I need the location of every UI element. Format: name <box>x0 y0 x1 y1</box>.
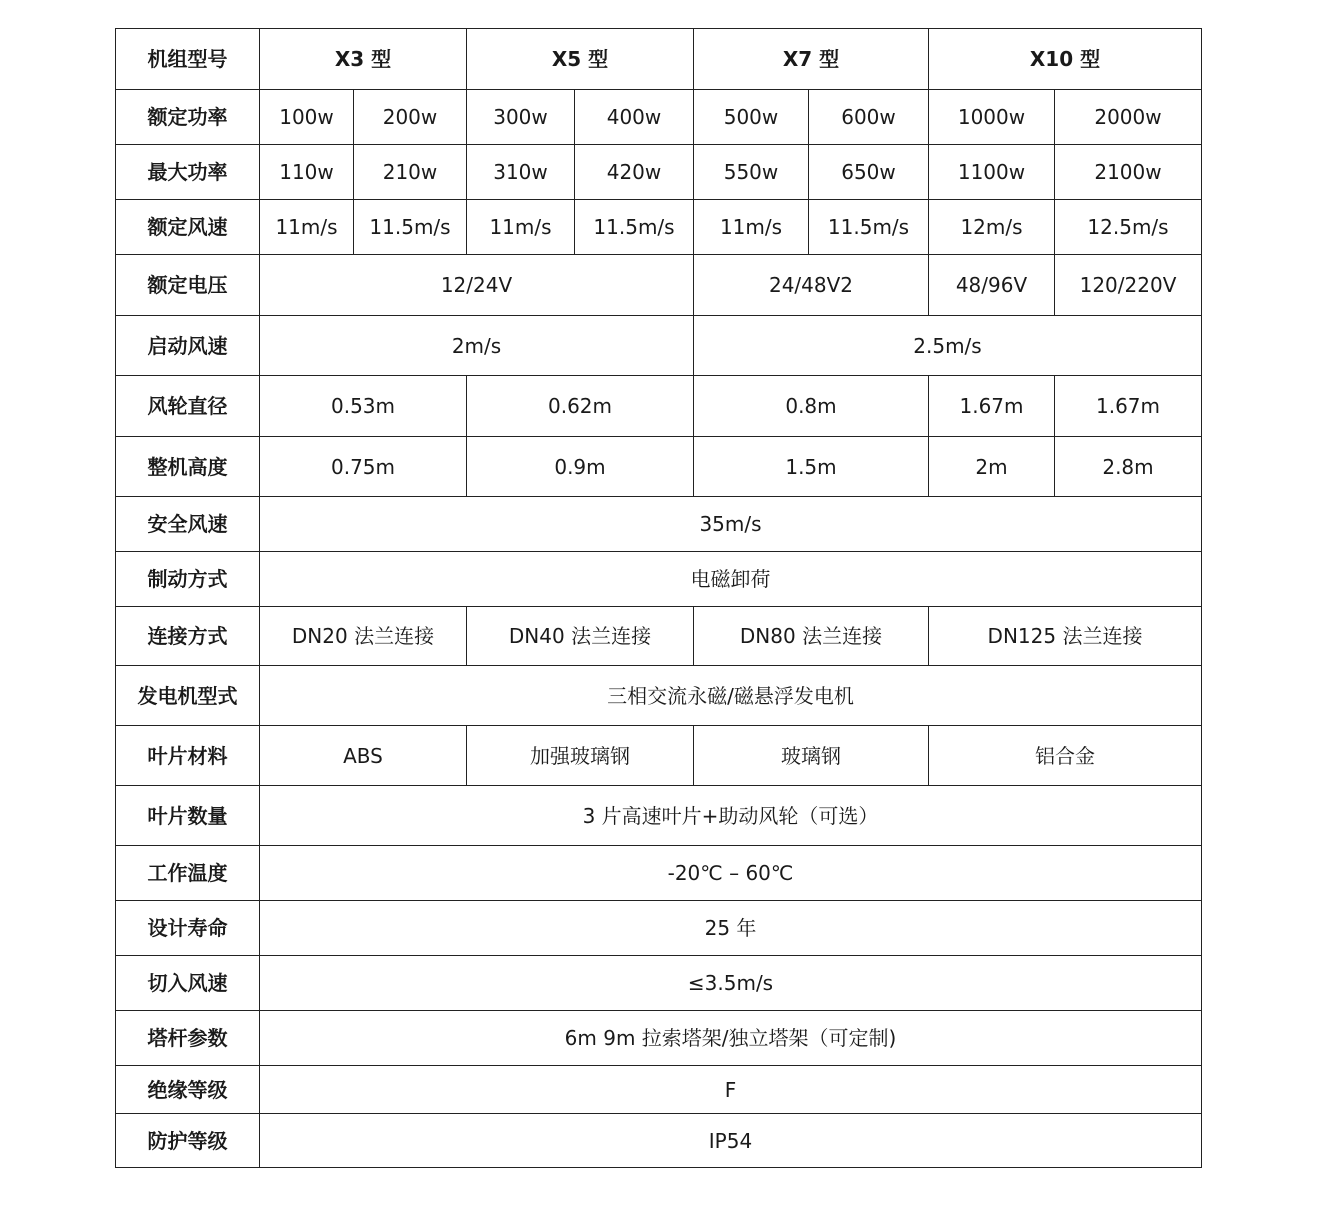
cell: 650w <box>809 145 929 200</box>
row-label: 工作温度 <box>116 846 260 901</box>
cell: 0.8m <box>694 376 929 437</box>
row-rated-power <box>116 90 1202 145</box>
cell: 电磁卸荷 <box>260 552 1202 607</box>
cell: 12m/s <box>929 200 1055 255</box>
cell: 110w <box>260 145 354 200</box>
row-safe-wind-speed <box>116 497 1202 552</box>
row-label: 发电机型式 <box>116 666 260 726</box>
cell: DN40 法兰连接 <box>467 607 694 666</box>
cell: 11.5m/s <box>575 200 694 255</box>
row-label: 额定电压 <box>116 255 260 316</box>
row-rated-wind-speed <box>116 200 1202 255</box>
cell: 三相交流永磁/磁悬浮发电机 <box>260 666 1202 726</box>
row-label: 设计寿命 <box>116 901 260 956</box>
cell: 0.75m <box>260 437 467 497</box>
row-protection <box>116 1114 1202 1168</box>
row-brake-method <box>116 552 1202 607</box>
row-start-wind-speed <box>116 316 1202 376</box>
cell: DN80 法兰连接 <box>694 607 929 666</box>
cell: 500w <box>694 90 809 145</box>
cell: 0.9m <box>467 437 694 497</box>
cell: 1.67m <box>1055 376 1202 437</box>
cell: 12.5m/s <box>1055 200 1202 255</box>
row-tower <box>116 1011 1202 1066</box>
model-x10: X10 型 <box>929 29 1202 90</box>
cell: 6m 9m 拉索塔架/独立塔架（可定制) <box>260 1011 1202 1066</box>
cell: 0.62m <box>467 376 694 437</box>
cell: DN20 法兰连接 <box>260 607 467 666</box>
row-rotor-diameter <box>116 376 1202 437</box>
row-blade-count <box>116 786 1202 846</box>
cell: 玻璃钢 <box>694 726 929 786</box>
row-label: 叶片数量 <box>116 786 260 846</box>
row-label: 额定功率 <box>116 90 260 145</box>
cell: ≤3.5m/s <box>260 956 1202 1011</box>
row-label: 塔杆参数 <box>116 1011 260 1066</box>
row-max-power <box>116 145 1202 200</box>
row-label: 连接方式 <box>116 607 260 666</box>
cell: 2.8m <box>1055 437 1202 497</box>
row-label: 整机高度 <box>116 437 260 497</box>
cell: 300w <box>467 90 575 145</box>
row-rated-voltage <box>116 255 1202 316</box>
cell: 2m/s <box>260 316 694 376</box>
cell: 加强玻璃钢 <box>467 726 694 786</box>
cell: 120/220V <box>1055 255 1202 316</box>
row-insulation <box>116 1066 1202 1114</box>
row-label: 风轮直径 <box>116 376 260 437</box>
cell: 25 年 <box>260 901 1202 956</box>
row-cut-in-speed <box>116 956 1202 1011</box>
cell: 400w <box>575 90 694 145</box>
cell: -20℃ – 60℃ <box>260 846 1202 901</box>
row-unit-height <box>116 437 1202 497</box>
row-label: 启动风速 <box>116 316 260 376</box>
model-x7: X7 型 <box>694 29 929 90</box>
row-label: 最大功率 <box>116 145 260 200</box>
row-label: 机组型号 <box>116 29 260 90</box>
cell: 550w <box>694 145 809 200</box>
spec-table <box>115 28 1202 1168</box>
cell: 11m/s <box>467 200 575 255</box>
cell: 310w <box>467 145 575 200</box>
cell: 2000w <box>1055 90 1202 145</box>
cell: 1.67m <box>929 376 1055 437</box>
cell: 210w <box>354 145 467 200</box>
cell: 2m <box>929 437 1055 497</box>
cell: 2.5m/s <box>694 316 1202 376</box>
row-working-temp <box>116 846 1202 901</box>
row-label: 叶片材料 <box>116 726 260 786</box>
cell: 11m/s <box>260 200 354 255</box>
row-label: 防护等级 <box>116 1114 260 1168</box>
cell: 11m/s <box>694 200 809 255</box>
row-connection <box>116 607 1202 666</box>
cell: 35m/s <box>260 497 1202 552</box>
header-row <box>116 29 1202 90</box>
row-label: 额定风速 <box>116 200 260 255</box>
cell: 0.53m <box>260 376 467 437</box>
cell: 24/48V2 <box>694 255 929 316</box>
model-x3: X3 型 <box>260 29 467 90</box>
cell: 1000w <box>929 90 1055 145</box>
cell: 12/24V <box>260 255 694 316</box>
row-label: 制动方式 <box>116 552 260 607</box>
cell: 1.5m <box>694 437 929 497</box>
row-label: 安全风速 <box>116 497 260 552</box>
row-label: 切入风速 <box>116 956 260 1011</box>
cell: DN125 法兰连接 <box>929 607 1202 666</box>
cell: 3 片高速叶片+助动风轮（可选） <box>260 786 1202 846</box>
cell: 100w <box>260 90 354 145</box>
cell: 48/96V <box>929 255 1055 316</box>
cell: IP54 <box>260 1114 1202 1168</box>
row-generator-type <box>116 666 1202 726</box>
cell: 200w <box>354 90 467 145</box>
cell: 11.5m/s <box>354 200 467 255</box>
row-label: 绝缘等级 <box>116 1066 260 1114</box>
cell: 11.5m/s <box>809 200 929 255</box>
cell: F <box>260 1066 1202 1114</box>
row-blade-material <box>116 726 1202 786</box>
cell: 2100w <box>1055 145 1202 200</box>
model-x5: X5 型 <box>467 29 694 90</box>
cell: ABS <box>260 726 467 786</box>
cell: 420w <box>575 145 694 200</box>
cell: 铝合金 <box>929 726 1202 786</box>
cell: 600w <box>809 90 929 145</box>
cell: 1100w <box>929 145 1055 200</box>
row-design-life <box>116 901 1202 956</box>
